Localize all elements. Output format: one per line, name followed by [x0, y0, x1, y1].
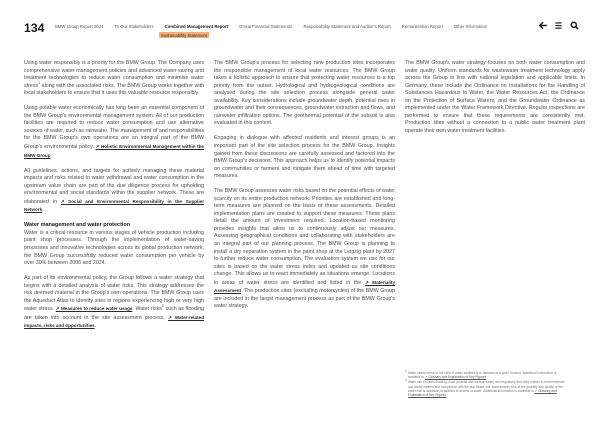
paragraph: All guidelines, actions, and targets for actively managing these material impacts and risks related to water withdrawal and water consumption in the upstream value chain are part of the due diligence process for upholding environmental and social standards within the supplier network. These are elaborated in ↗ Social and Environmental Responsibility in the Supplier Network.: [24, 167, 204, 214]
nav-item-remuneration-report[interactable]: Remuneration Report: [401, 24, 443, 29]
footnote-2: $^2$ Water risk includes flooding, risks (coastal and surface water) and regulatory and risks related to environmental and social matters and compliance with the law. Water risk assessments look at the quantity and quality of the water that is available, in addition to access to water. Additional information is available in ↗ Glossary and Explanation of Key Figures.: [405, 378, 565, 398]
nav-item-combined-management-report[interactable]: Combined Management Report: [164, 24, 229, 29]
footnotes: [405, 371, 565, 398]
section-nav: [55, 24, 498, 29]
menu-icon[interactable]: [554, 21, 563, 30]
footnote-1: $^1$ Water stress refers to the ratio of water availability to demand at a given location. Additional information is available in ↗ Glossary and Explanation of Key Figures.: [405, 369, 557, 380]
subnav-sustainability-statement[interactable]: Sustainability Statement: [161, 32, 208, 38]
text-column-1: [24, 60, 204, 338]
paragraph: As part of its environmental policy, the Group follows a water strategy that begins with a detailed analysis of water risks. This strategy addresses the risk deemed material in the Group's own operations. The BMW Group uses the Aqueduct Atlas to identify sites in regions experiencing high or very high water stress. ↗ Measures to reduce water usage. Water risks$^2$ such as flooding are taken into account in the site assessment process. ↗ Water-related impacts, risks and opportunities.: [24, 275, 204, 330]
text-column-3: [405, 60, 585, 143]
link-water-related-impacts[interactable]: ↗ Water-related impacts, risks and opportunities: [24, 314, 204, 329]
link-supplier-network[interactable]: ↗ Social and Environmental Responsibility in the Supplier Network: [24, 198, 204, 213]
text-column-2: [214, 60, 395, 318]
page-number: 134: [24, 21, 45, 35]
nav-item-responsibility-statement[interactable]: Responsibility Statement and Auditor's Report: [303, 24, 391, 29]
paragraph: The BMW Group's water strategy focuses on both water consumption and water quality. Uniform standards for wastewater treatment technology apply across the Group in line with national legislation and applicable limits. In Germany, these include the Ordinance on Installations for the Handling of Substances Hazardous to Water, the Water Resources Act, the Ordinance on the Protection of Surface Waters, and the Groundwater Ordinance as implemented under the Water Framework Directive. Regular inspections are performed to ensure that these requirements are consistently met. Production sites without a connection to a public water treatment plant operate their own water treatment facilities.: [405, 60, 585, 134]
nav-item-group-financial-statements[interactable]: Group Financial Statements: [239, 24, 293, 29]
paragraph: Water is a critical resource in various stages of vehicle production including paint shop processes. Through the implementation of water-saving processes and innovative technologies across its global production network, the BMW Group successfully reduced water consumption per vehicle by over 30% between 2006 and 2024.: [24, 229, 204, 267]
link-glossary[interactable]: ↗ Glossary and Explanation of Key Figures: [424, 375, 487, 380]
link-measures-reduce-water-usage[interactable]: ↗ Measures to reduce water usage: [55, 306, 133, 312]
nav-item-to-our-stakeholders[interactable]: To Our Stakeholders: [114, 24, 154, 29]
footnote-ref: 1: [38, 80, 41, 85]
section-heading: Water management and water protection: [24, 222, 131, 229]
footnote-ref: 2: [161, 304, 164, 309]
paragraph: The BMW Group's process for selecting new production sites incorporates the responsible management of local water resources. The BMW Group takes a holistic approach to ensure that protecting water resources is a top priority from the outset. Hydrological and hydrogeological conditions are analysed during the site selection process alongside general water availability. Key considerations include groundwater depth, potential rises in groundwater and their consequences, groundwater extraction and flows, and rainwater infiltration options. The geothermal potential of the subsoil is also evaluated in this context.: [214, 60, 395, 127]
nav-item-other-information[interactable]: Other Information: [453, 24, 488, 29]
nav-item-bmw-group-report[interactable]: BMW Group Report 2024: [55, 24, 104, 29]
search-icon[interactable]: [570, 21, 579, 30]
link-holistic-environmental-management[interactable]: ↗ Holistic Environmental Management within the BMW Group: [24, 143, 204, 158]
paragraph: Using potable water economically has long been an essential component of the BMW Group's environmental management system. All of our production facilities are required to reduce water consumption and use alternative sources of water, such as rainwater. The management of and responsibilities for the BMW Group's own operations are an integral part of the BMW Group's environmental policy. ↗ Holistic Environmental Management within the BMW Group: [24, 105, 204, 158]
top-navigation-bar: [0, 0, 600, 50]
link-glossary[interactable]: ↗ Glossary and Explanation of Key Figures: [408, 388, 557, 398]
paragraph: Engaging in dialogue with affected residents and interest groups is an important part of the site selection process for the BMW Group. Insights gained from these discussions are carefully assessed and factored into the BMW Group's decisions. This approach helps us to identify potential impacts on communities or farmers and mitigate them ahead of time with targeted measures.: [214, 135, 395, 180]
paragraph: The BMW Group assesses water risks based on the potential effects of water scarcity on its entire production network. Priorities are established and long-term measures are planned on the basis of these assessments. Detailed implementation plans are created to support these measures. These plans detail the amount of investment required. Location-based monitoring provides insights that allow us to continuously adjust our measures. Assessing geographical conditions and collaborating with stakeholders are an integral part of our planning process. The BMW Group is planning to install a dry separation system in the paint shop at the Leipzig plant by 2027 to further reduce water consumption. The evaluation system we use for our sites is based on the water stress index and updated as site conditions change. This allows us to react immediately as situations emerge. Locations in areas of water stress are identified and listed in the ↗ Materiality Assessment. The production sites (excluding motorcycles) of the BMW Group are included in the target management process as part of the BMW Group's water strategy.: [214, 188, 395, 310]
back-arrow-icon[interactable]: [538, 21, 547, 30]
toolbar-icons: [538, 21, 579, 30]
link-materiality-assessment[interactable]: ↗ Materiality Assessment: [214, 279, 395, 294]
paragraph: Using water responsibly is a priority for the BMW Group. The Company uses comprehensive water management policies and advanced water-saving and treatment technologies to reduce water consumption and minimise water stress$^1$ along with the associated risks. The BMW Group works together with local stakeholders to ensure that it uses this valuable resource responsibly.: [24, 60, 204, 97]
